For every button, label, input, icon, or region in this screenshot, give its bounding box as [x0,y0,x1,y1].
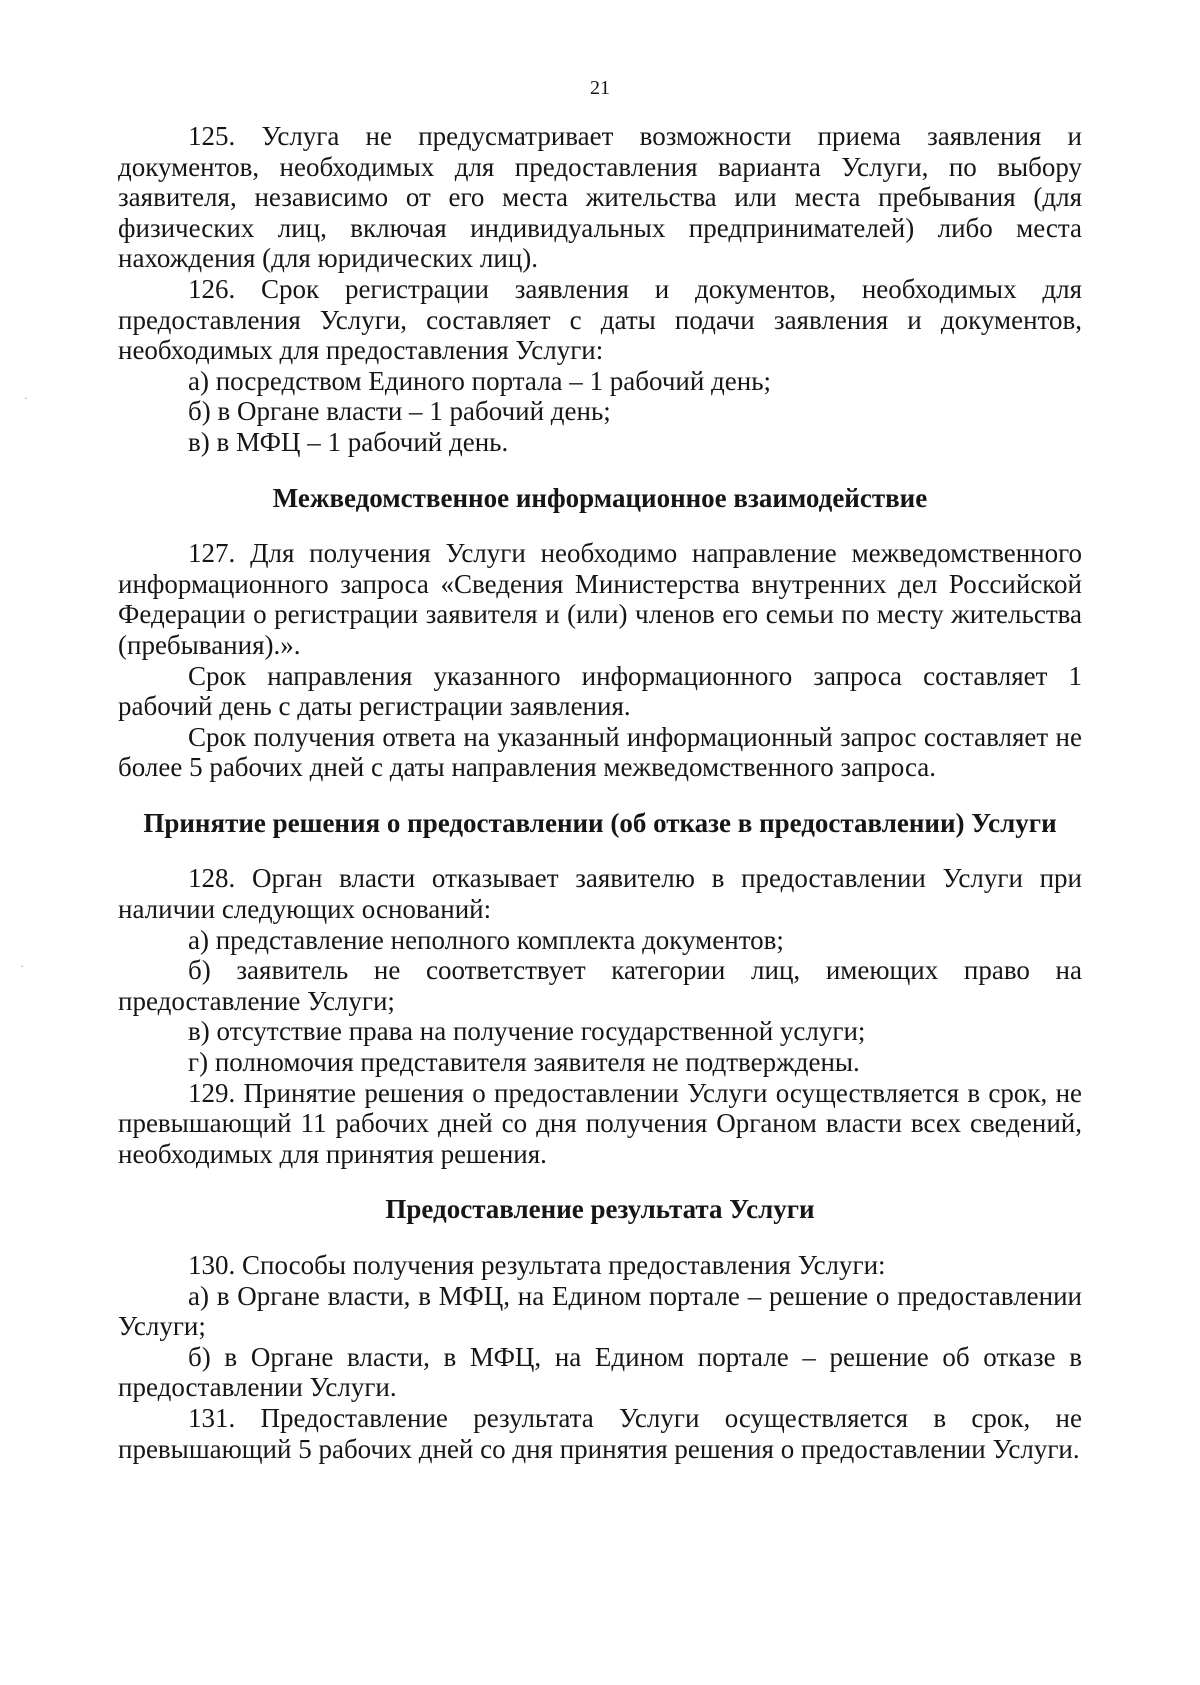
paragraph-127: 127. Для получения Услуги необходимо направление межведомственного информационного запроса «Сведения Министерства внутренних дел Российской Федерации о регистрации заявителя и (или) членов его семьи по месту жительства (пребывания).». [118,538,1082,660]
page-number: 21 [590,77,610,99]
scan-speck: · [24,391,28,405]
section-heading-result: Предоставление результата Услуги [385,1194,815,1225]
paragraph-126-item-v: в) в МФЦ – 1 рабочий день. [188,426,509,457]
paragraph-126-item-a: а) посредством Единого портала – 1 рабочий день; [188,365,772,396]
paragraph-126-item-b: б) в Органе власти – 1 рабочий день; [188,396,611,427]
paragraph-125: 125. Услуга не предусматривает возможности приема заявления и документов, необходимых для предоставления варианта Услуги, по выбору заявителя, независимо от его места жительства или места пребывания (для физических лиц, включая индивидуальных предпринимателей) либо места нахождения (для юридических лиц). [118,121,1082,274]
paragraph-127-request-term: Срок направления указанного информационного запроса составляет 1 рабочий день с даты регистрации заявления. [118,660,1082,722]
paragraph-128: 128. Орган власти отказывает заявителю в предоставлении Услуги при наличии следующих оснований: [118,863,1082,925]
document-body [118,121,1082,1464]
paragraph-126: 126. Срок регистрации заявления и документов, необходимых для предоставления Услуги, составляет с даты подачи заявления и документов, необходимых для предоставления Услуги: [118,273,1082,366]
section-paragraphs-127 [118,538,1082,783]
paragraph-130: 130. Способы получения результата предоставления Услуги: [188,1250,886,1280]
section-heading-interagency: Межведомственное информационное взаимодействие [272,482,928,513]
paragraph-131: 131. Предоставление результата Услуги осуществляется в срок, не превышающий 5 рабочих дней со дня принятия решения о предоставлении Услуги. [118,1402,1082,1464]
paragraph-128-item-a: а) представление неполного комплекта документов; [188,924,784,955]
paragraph-128-item-v: в) отсутствие права на получение государственной услуги; [188,1016,866,1047]
scan-speck: · [20,959,24,973]
paragraph-128-item-b: б) заявитель не соответствует категории лиц, имеющих право на предоставление Услуги; [118,955,1082,1016]
paragraph-130-item-a: а) в Органе власти, в МФЦ, на Едином портале – решение о предоставлении Услуги; [118,1280,1082,1342]
section-paragraphs-128-129 [118,863,1082,1169]
paragraph-127-response-term: Срок получения ответа на указанный информационный запрос составляет не более 5 рабочих дней с даты направления межведомственного запроса. [118,721,1082,783]
paragraph-130-item-b: б) в Органе власти, в МФЦ, на Едином портале – решение об отказе в предоставлении Услуги. [118,1341,1082,1403]
section-heading-decision: Принятие решения о предоставлении (об отказе в предоставлении) Услуги [143,807,1057,838]
paragraph-129: 129. Принятие решения о предоставлении Услуги осуществляется в срок, не превышающий 11 рабочих дней со дня получения Органом власти всех сведений, необходимых для принятия решения. [118,1077,1082,1169]
section-paragraphs-130-131 [118,1250,1082,1464]
section-paragraphs-125-126 [118,121,1082,458]
paragraph-128-item-g: г) полномочия представителя заявителя не подтверждены. [188,1047,860,1078]
